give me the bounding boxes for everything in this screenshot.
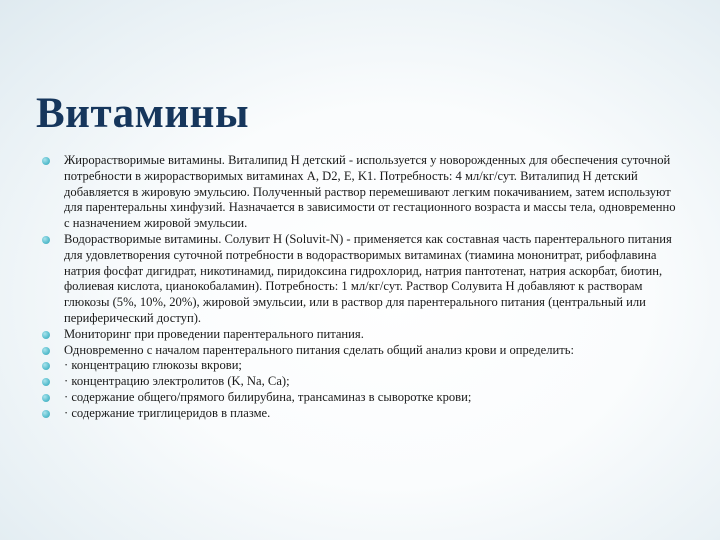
bullet-text: Одновременно с началом парентерального питания сделать общий анализ крови и определить: [64, 342, 574, 357]
bullet-item [42, 406, 682, 422]
bullet-text: · содержание общего/прямого билирубина, трансаминаз в сыворотке крови; [64, 389, 472, 404]
bullet-text: · содержание триглицеридов в плазме. [64, 405, 271, 420]
bullet-dot-icon [42, 236, 50, 244]
bullet-text: Мониторинг при проведении парентерального питания. [64, 326, 364, 341]
bullet-dot-icon [42, 347, 50, 355]
bullet-text: Водорастворимые витамины. Солувит Н (Soluvit-N) - применяется как составная часть парентерального питания для удовлетворения суточной потребности в водорастворимых витаминах (тиамина мононитрат, рибофлавина натрия фосфат дигидрат, никотинамид, пиридоксина гидрохлорид, натрия пантотенат, натрия аскорбат, биотин, фолиевая кислота, цианокобаламин). Потребность: 1 мл/кг/сут. Раствор Солувита Н добавляют к растворам глюкозы (5%, 10%, 20%), жировой эмульсии, или в раствор для парентерального питания (центральный или периферический доступ). [64, 231, 672, 325]
bullet-dot-icon [42, 394, 50, 402]
slide-title: Витамины [36, 90, 250, 137]
bullet-item [42, 374, 682, 390]
bullet-item [42, 390, 682, 406]
bullet-item [42, 153, 682, 232]
bullet-list [42, 153, 682, 422]
bullet-text: · концентрацию электролитов (K, Na, Ca); [64, 374, 290, 389]
bullet-dot-icon [42, 410, 50, 418]
bullet-item [42, 358, 682, 374]
bullet-dot-icon [42, 362, 50, 370]
bullet-dot-icon [42, 157, 50, 165]
bullet-text: Жирорастворимые витамины. Виталипид Н детский - используется у новорожденных для обеспечения суточной потребности в жирорастворимых витаминах А, D2, E, K1. Потребность: 4 мл/кг/сут. Виталипид Н детский добавляется в жировую эмульсию. Полученный раствор перемешивают легким покачиванием, затем используют для парентеральны хинфузий. Назначается в зависимости от гестационного возраста и массы тела, одновременно с назначением жировой эмульсии. [64, 153, 676, 231]
bullet-dot-icon [42, 378, 50, 386]
bullet-item [42, 232, 682, 327]
bullet-text: · концентрацию глюкозы вкрови; [64, 358, 242, 373]
bullet-dot-icon [42, 331, 50, 339]
bullet-item [42, 343, 682, 359]
bullet-item [42, 327, 682, 343]
